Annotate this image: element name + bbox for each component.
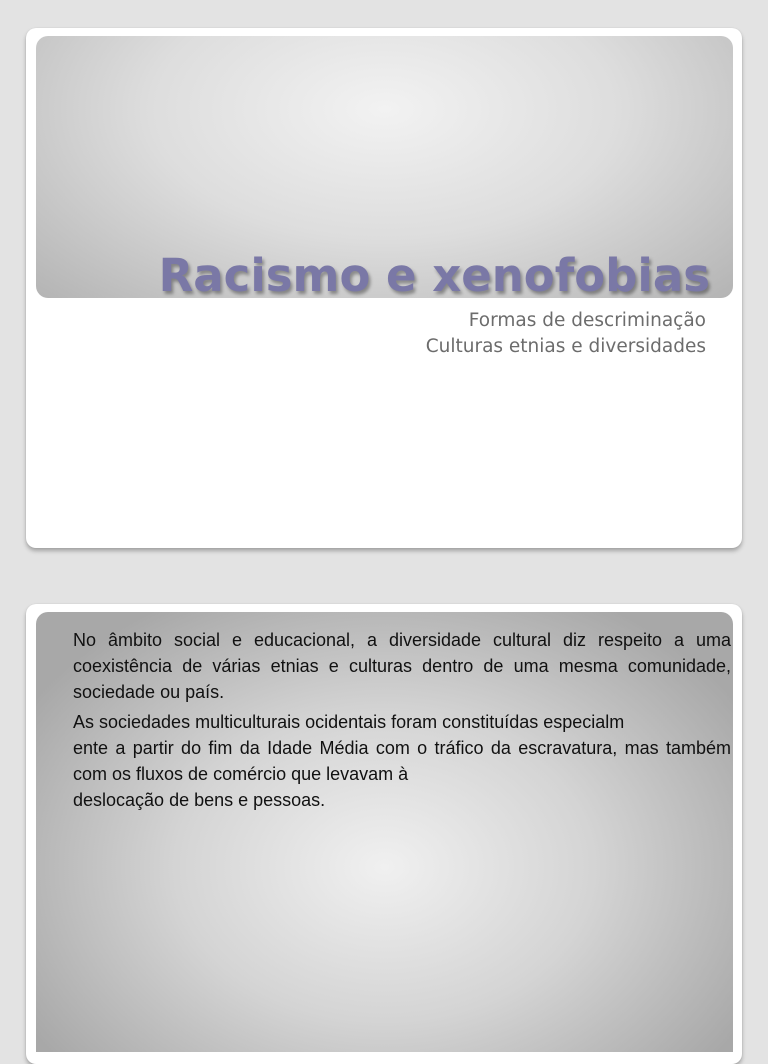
subtitle-line: Culturas etnias e diversidades [425, 336, 706, 357]
content-panel [36, 612, 733, 1052]
paragraph: No âmbito social e educacional, a diversidade cultural diz respeito a uma coexistência de várias etnias e culturas dentro de uma mesma comunidade, sociedade ou país. [73, 630, 731, 702]
slide-title: Racismo e xenofobias [158, 249, 710, 302]
title-slide [26, 28, 742, 548]
subtitle-line: Formas de descriminação [468, 310, 706, 331]
slide-subtitle [426, 308, 706, 360]
content-slide [26, 604, 742, 1064]
paragraph: As sociedades multiculturais ocidentais foram constituídas especialm ente a partir do fim da Idade Média com o tráfico da escravatura, mas também com os fluxos de comércio que levavam à deslocação de bens e pessoas. [73, 712, 731, 810]
body-text [73, 627, 731, 817]
